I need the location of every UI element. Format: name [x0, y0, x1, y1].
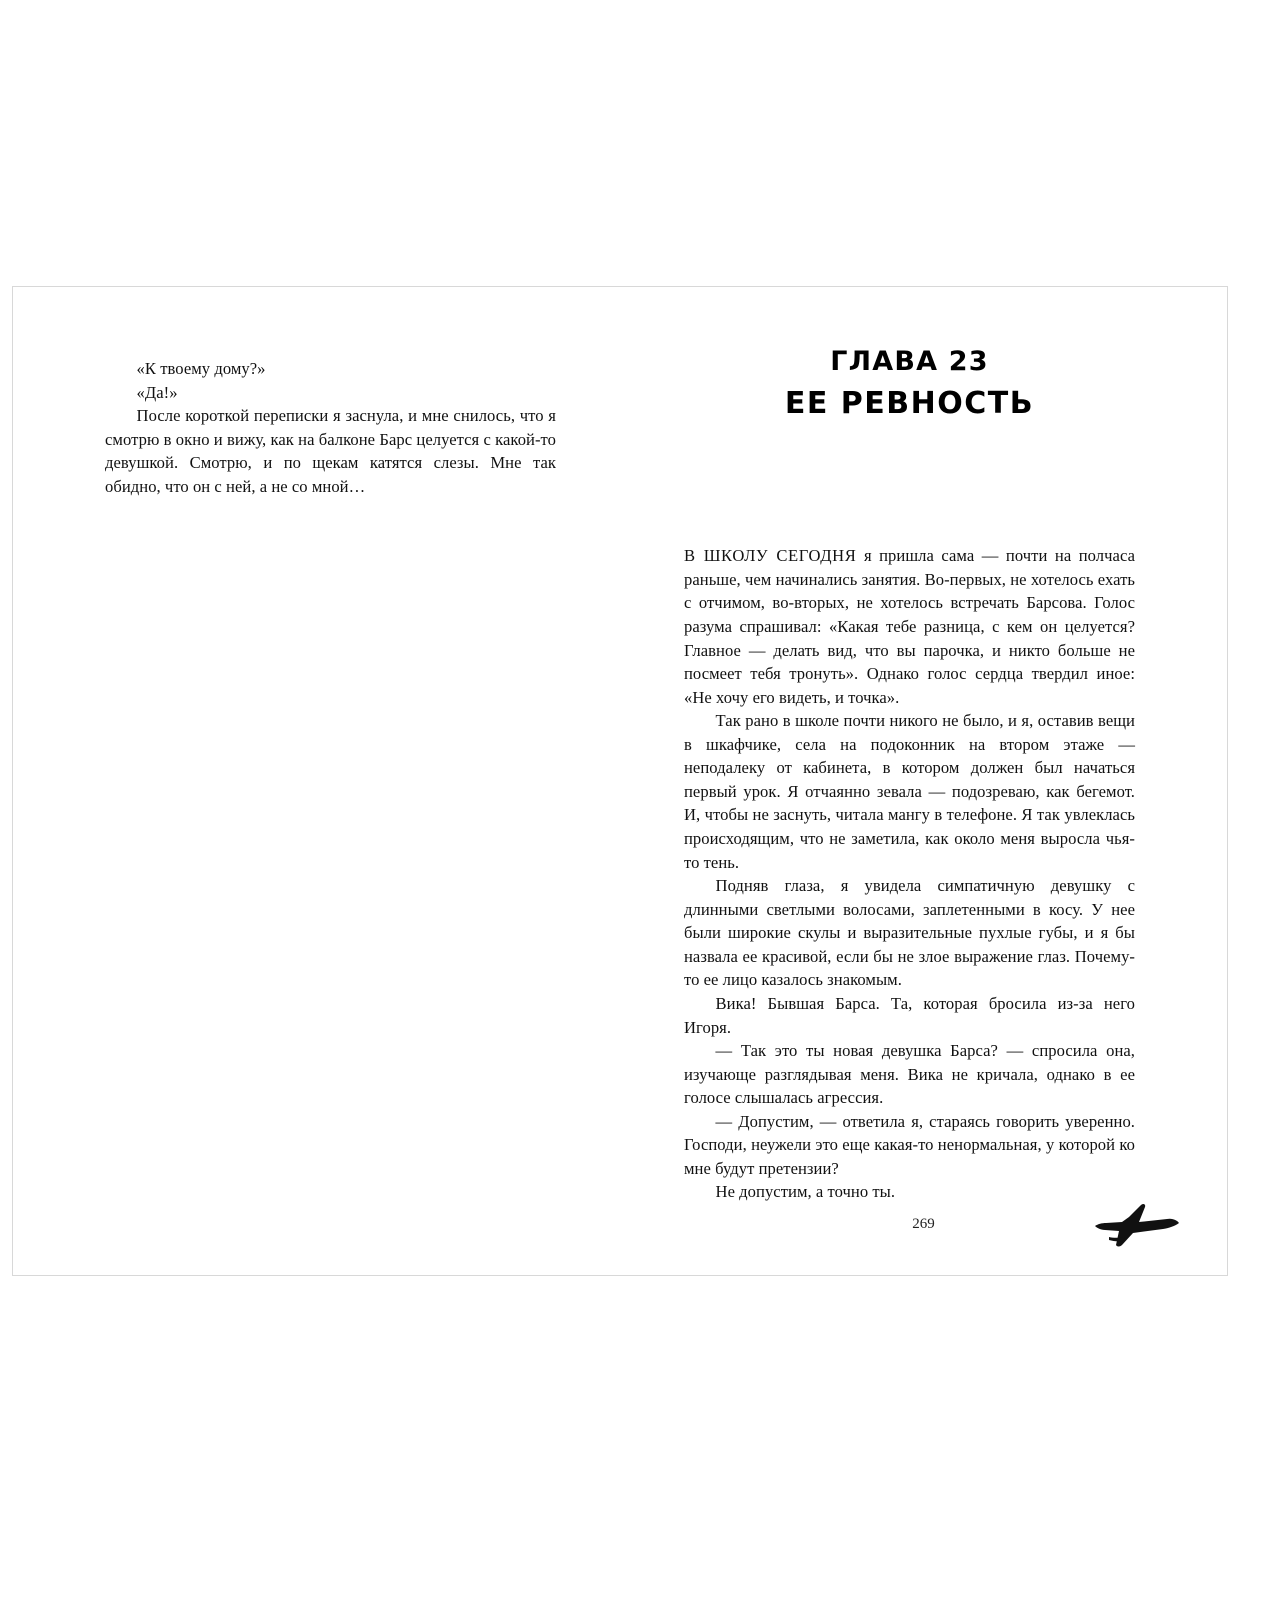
dialogue-line-1: «К твоему дому?»: [136, 359, 266, 378]
chapter-number: ГЛАВА 23: [830, 346, 989, 377]
airplane-icon: [1089, 1197, 1185, 1249]
chapter-heading: [684, 337, 1135, 422]
dialogue-line-2: «Да!»: [136, 382, 178, 402]
opening-small-caps: В ШКОЛУ СЕГОДНЯ: [684, 546, 857, 566]
right-page-text: [684, 544, 1135, 1204]
book-spread: [12, 286, 1228, 1276]
left-page-text: [105, 357, 556, 498]
paragraph: Не допустим, а точно ты.: [715, 1182, 896, 1202]
chapter-title: ЕЕ РЕВНОСТЬ: [784, 385, 1035, 421]
paragraph: Подняв глаза, я увидела симпатичную девушку с длинными светлыми волосами, заплетенными в косу. У нее были широкие скулы и выразительные пухлые губы, и я бы назвала ее красивой, если бы не злое выражение глаз. Почему-то ее лицо казалось знакомым.: [684, 876, 1135, 990]
opening-paragraph: [684, 544, 1135, 709]
paragraph: — Так это ты новая девушка Барса? — спросила она, изучающе разглядывая меня. Вика не кричала, однако в ее голосе слышалась агрессия.: [684, 1041, 1135, 1108]
paragraph: Так рано в школе почти никого не было, и я, оставив вещи в шкафчике, села на подоконник на втором этаже — неподалеку от кабинета, в котором должен был начаться первый урок. Я отчаянно зевала — подозреваю, как бегемот. И, чтобы не заснуть, читала мангу в телефоне. Я так увлеклась происходящим, что не заметила, как около меня выросла чья-то тень.: [684, 711, 1135, 872]
left-page: [13, 287, 620, 1275]
paragraph: — Допустим, — ответила я, стараясь говорить уверенно. Господи, неужели это еще какая-то ненормальная, у которой ко мне будут претензии?: [684, 1111, 1135, 1178]
page-number: 269: [912, 1216, 935, 1232]
paragraph: Вика! Бывшая Барса. Та, которая бросила из-за него Игоря.: [684, 993, 1135, 1037]
paragraph: После короткой переписки я заснула, и мне снилось, что я смотрю в окно и вижу, как на балконе Барс целуется с какой-то девушкой. Смотрю, и по щекам катятся слезы. Мне так обидно, что он с ней, а не со мной…: [105, 406, 556, 496]
right-page: [620, 287, 1227, 1275]
opening-paragraph-rest: я пришла сама — почти на полчаса раньше, чем начинались занятия. Во-первых, не хотелось ехать с отчимом, во-вторых, не хотелось встречать Барсова. Голос разума спрашивал: «Какая тебе разница, с кем он целуется? Главное — делать вид, что вы парочка, и никто больше не посмеет тебя тронуть». Однако голос сердца твердил иное: «Не хочу его видеть, и точка».: [684, 546, 1135, 707]
